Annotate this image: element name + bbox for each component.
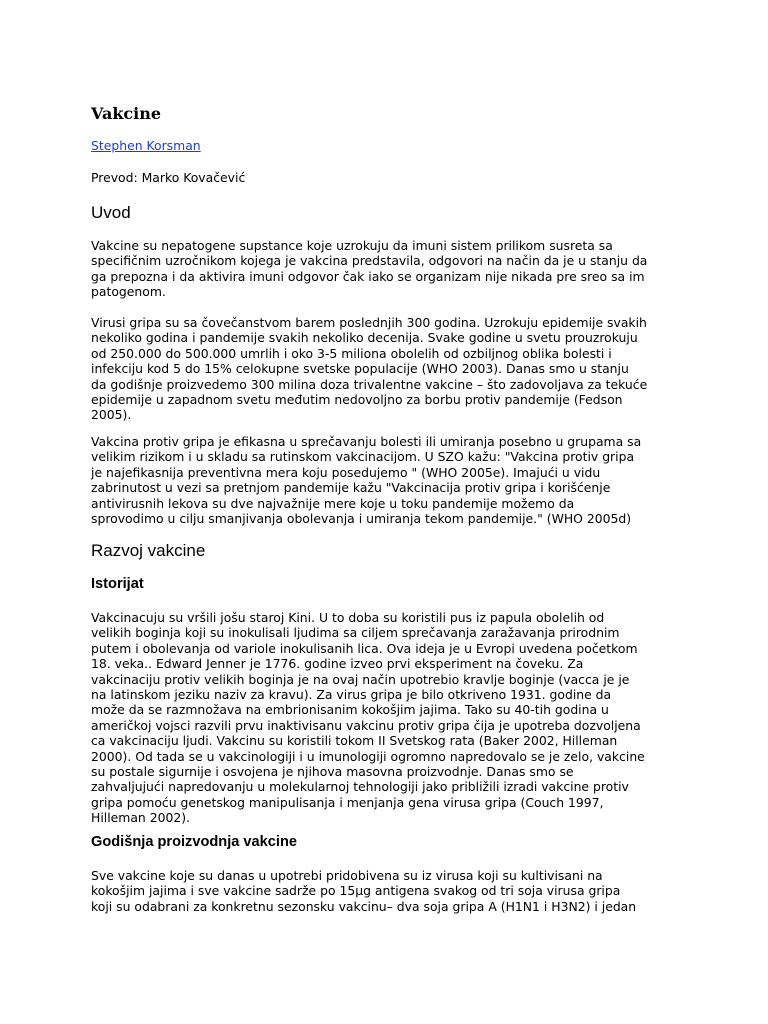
text-line: sprovodimo u cilju smanjivanja obolevanja i umiranja tekom pandemije." (WHO 2005d) xyxy=(91,511,632,527)
text-line: putem i obolevanja od variole inokulisanih lica. Ova ideja je u Evropi uvedena početkom xyxy=(91,640,638,656)
text-line: Hilleman 2002). xyxy=(91,810,191,826)
text-line: ga prepozna i da aktivira imuni odgovor čak iako se organizam nije nikada pre sreo sa im xyxy=(91,268,645,284)
text-line: 18. veka.. Edward Jenner je 1776. godine izveo prvi eksperiment na čoveku. Za xyxy=(91,656,584,672)
translator-credit: Prevod: Marko Kovačević xyxy=(91,170,246,185)
paragraph-uvod-1 xyxy=(91,238,691,300)
text-line: Vakcinacuju su vršili jošu staroj Kini. U to doba su koristili pus iz papula obolelih od xyxy=(91,610,605,625)
text-line: zahvaljujući napredovanju u molekularnoj tehnologiji jako približili izradi vakcine protiv xyxy=(91,779,629,795)
text-line: Vakcine su nepatogene supstance koje uzrokuju da imuni sistem prilikom susreta sa xyxy=(91,238,613,253)
text-line: koji su odabrani za konkretnu sezonsku vakcinu– dva soja gripa A (H1N1 i H3N2) i jedan xyxy=(91,898,637,914)
paragraph-godisnja-proizvodnja xyxy=(91,868,691,914)
heading-uvod: Uvod xyxy=(91,203,131,222)
text-line: Sve vakcine koje su danas u upotrebi pridobivena su iz virusa koji su kultivisani na xyxy=(91,868,603,883)
text-line: vakcinaciju protiv velikih boginja je na ovaj način upotrebio kravlje boginje (vacca je je xyxy=(91,671,630,687)
text-line: zabrinutost u vezi sa pretnjom pandemije kažu "Vakcinacija protiv gripa i korišćenje xyxy=(91,480,611,496)
heading-godisnja-proizvodnja: Godišnja proizvodnja vakcine xyxy=(91,834,297,850)
text-line: je najefikasnija preventivna mera koju posedujemo " (WHO 2005e). Imajući u vidu xyxy=(91,464,601,480)
text-line: specifičnim uzročnikom kojega je vakcina predstavila, odgovori na način da je u stanju da xyxy=(91,253,648,269)
text-line: Virusi gripa su sa čovečanstvom barem poslednjih 300 godina. Uzrokuju epidemije svakih xyxy=(91,315,647,330)
text-line: antivirusnih lekova su dve najvažnije mere koje u toku pandemije možemo da xyxy=(91,495,575,511)
text-line: su postale sigurnije i osvojena je njihova masovna proizvodnje. Danas smo se xyxy=(91,764,574,780)
text-line: američkoj vojsci razvili prvu inaktivisanu vakcinu protiv gripa čija je upotreba dozvoljena xyxy=(91,717,641,733)
text-line: patogenom. xyxy=(91,284,166,300)
text-line: od 250.000 do 500.000 umrlih i oko 3-5 miliona obolelih od ozbiljnog oblika bolesti i xyxy=(91,345,612,361)
text-line: na latinskom jeziku naziv za kravu). Za virus gripa je bilo otkriveno 1931. godine da xyxy=(91,687,612,703)
text-line: epidemije u zapadnom svetu međutim nedovoljno za borbu protiv pandemije (Fedson xyxy=(91,392,623,408)
text-line: infekciju kod 5 do 15% celokupne svetske populacije (WHO 2003). Danas smo u stanju xyxy=(91,361,629,377)
paragraph-istorijat xyxy=(91,610,691,826)
text-line: ca vakcinaciju ljudi. Vakcinu su koristili tokom II Svetskog rata (Baker 2002, Hilleman xyxy=(91,733,618,749)
text-line: velikim rizikom i u skladu sa rutinskom vakcinacijom. U SZO kažu: "Vakcina protiv gripa xyxy=(91,449,635,465)
text-line: 2000). Od tada se u vakcinologiji i u imunologiji ogromno napredovalo se je zelo, vakcine xyxy=(91,748,645,764)
text-line: da godišnje proizvedemo 300 milina doza trivalentne vakcine – što zadovoljava za tekuće xyxy=(91,376,648,392)
text-line: 2005). xyxy=(91,407,132,423)
text-line: Vakcina protiv gripa je efikasna u sprečavanju bolesti ili umiranja posebno u grupama sa xyxy=(91,434,642,449)
paragraph-uvod-2 xyxy=(91,315,691,423)
paragraph-uvod-3 xyxy=(91,434,691,526)
text-line: kokošjim jajima i sve vakcine sadrže po 15µg antigena svakog od tri soja virusa gripa xyxy=(91,883,621,899)
text-line: može da se razmnožava na embrionisanim kokošjim jajima. Tako su 40-tih godina u xyxy=(91,702,609,718)
text-line: gripa pomoću genetskog manipulisanja i menjanja gena virusa gripa (Couch 1997, xyxy=(91,794,604,810)
text-line: nekoliko godina i pandemije svakih nekoliko decenija. Svake godine u svetu prouzrokuju xyxy=(91,330,638,346)
document-title: Vakcine xyxy=(91,104,162,123)
heading-istorijat: Istorijat xyxy=(91,576,144,592)
heading-razvoj-vakcine: Razvoj vakcine xyxy=(91,541,206,560)
text-line: velikih boginja koji su inokulisali ljudima sa ciljem sprečavanja zaražavanja prirodnim xyxy=(91,625,620,641)
author-link[interactable]: Stephen Korsman xyxy=(91,138,201,153)
